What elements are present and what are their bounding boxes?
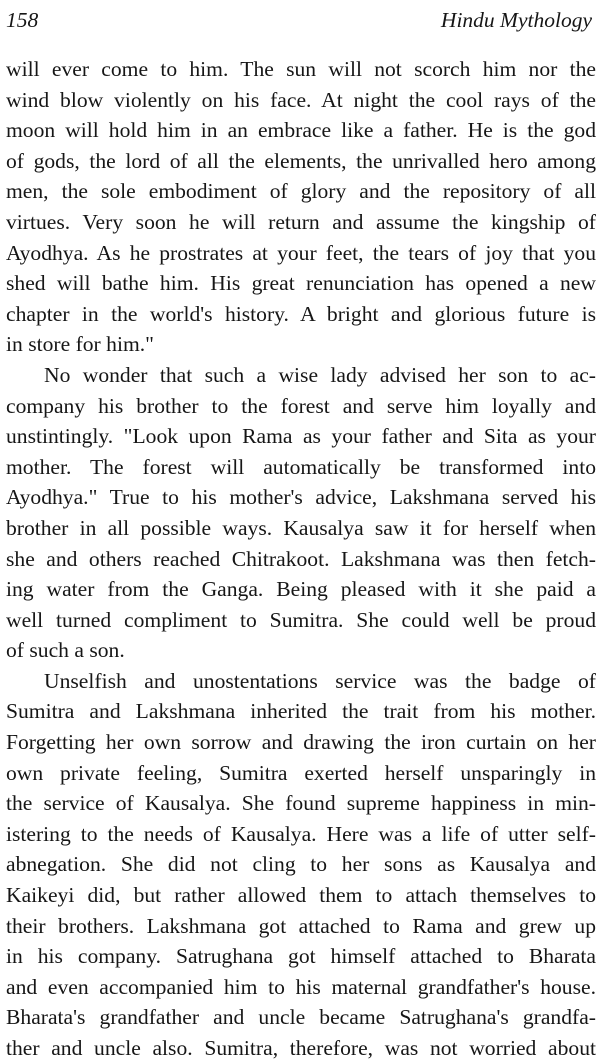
text-line: she and others reached Chitrakoot. Lakshmana was then fetch- bbox=[6, 546, 596, 571]
text-line: moon will hold him in an embrace like a father. He is the god bbox=[6, 118, 596, 143]
paragraph bbox=[6, 360, 596, 666]
text-line: chapter in the world's history. A bright and glorious future is bbox=[6, 301, 596, 326]
text-line: Forgetting her own sorrow and drawing the iron curtain on her bbox=[6, 730, 596, 755]
text-line: Kaikeyi did, but rather allowed them to attach themselves to bbox=[6, 883, 596, 908]
text-line: shed will bathe him. His great renunciation has opened a new bbox=[6, 271, 596, 296]
text-line: Ayodhya. As he prostrates at your feet, the tears of joy that you bbox=[6, 240, 596, 265]
running-title: Hindu Mythology bbox=[440, 8, 592, 32]
text-line: mother. The forest will automatically be transformed into bbox=[6, 454, 596, 479]
text-line: Ayodhya." True to his mother's advice, Lakshmana served his bbox=[6, 485, 596, 510]
text-line: of such a son. bbox=[6, 638, 125, 663]
text-line: own private feeling, Sumitra exerted herself unsparingly in bbox=[6, 760, 596, 785]
text-line: No wonder that such a wise lady advised her son to ac- bbox=[44, 362, 596, 387]
text-line: istering to the needs of Kausalya. Here was a life of utter self- bbox=[6, 821, 596, 846]
text-line: and even accompanied him to his maternal grandfather's house. bbox=[6, 974, 596, 999]
text-line: brother in all possible ways. Kausalya saw it for herself when bbox=[6, 515, 596, 540]
text-line: men, the sole embodiment of glory and the repository of all bbox=[6, 179, 596, 204]
text-line: ther and uncle also. Sumitra, therefore, was not worried about bbox=[6, 1036, 596, 1060]
text-line: wind blow violently on his face. At night the cool rays of the bbox=[6, 87, 596, 112]
text-line: abnegation. She did not cling to her sons as Kausalya and bbox=[6, 852, 596, 877]
text-line: Bharata's grandfather and uncle became Satrughana's grandfa- bbox=[6, 1005, 596, 1030]
paragraph bbox=[6, 666, 596, 1064]
page-number: 158 bbox=[6, 8, 39, 32]
page-header bbox=[6, 2, 592, 38]
text-line: will ever come to him. The sun will not scorch him nor the bbox=[6, 57, 596, 81]
text-line: well turned compliment to Sumitra. She could well be proud bbox=[6, 607, 596, 632]
text-line: their brothers. Lakshmana got attached to Rama and grew up bbox=[6, 913, 596, 938]
paragraph bbox=[6, 54, 596, 360]
text-line: in his company. Satrughana got himself attached to Bharata bbox=[6, 944, 596, 969]
text-line: ing water from the Ganga. Being pleased with it she paid a bbox=[6, 577, 596, 602]
text-line: Unselfish and unostentations service was the badge of bbox=[44, 668, 596, 693]
text-line: virtues. Very soon he will return and assume the kingship of bbox=[6, 209, 596, 234]
body-text bbox=[6, 54, 596, 1064]
text-line: of gods, the lord of all the elements, the unrivalled hero among bbox=[6, 148, 596, 173]
text-line: company his brother to the forest and serve him loyally and bbox=[6, 393, 596, 418]
text-line: the service of Kausalya. She found supreme happiness in min- bbox=[6, 791, 596, 816]
text-line: unstintingly. "Look upon Rama as your father and Sita as your bbox=[6, 424, 596, 449]
text-line: in store for him." bbox=[6, 332, 154, 357]
text-line: Sumitra and Lakshmana inherited the trait from his mother. bbox=[6, 699, 596, 724]
